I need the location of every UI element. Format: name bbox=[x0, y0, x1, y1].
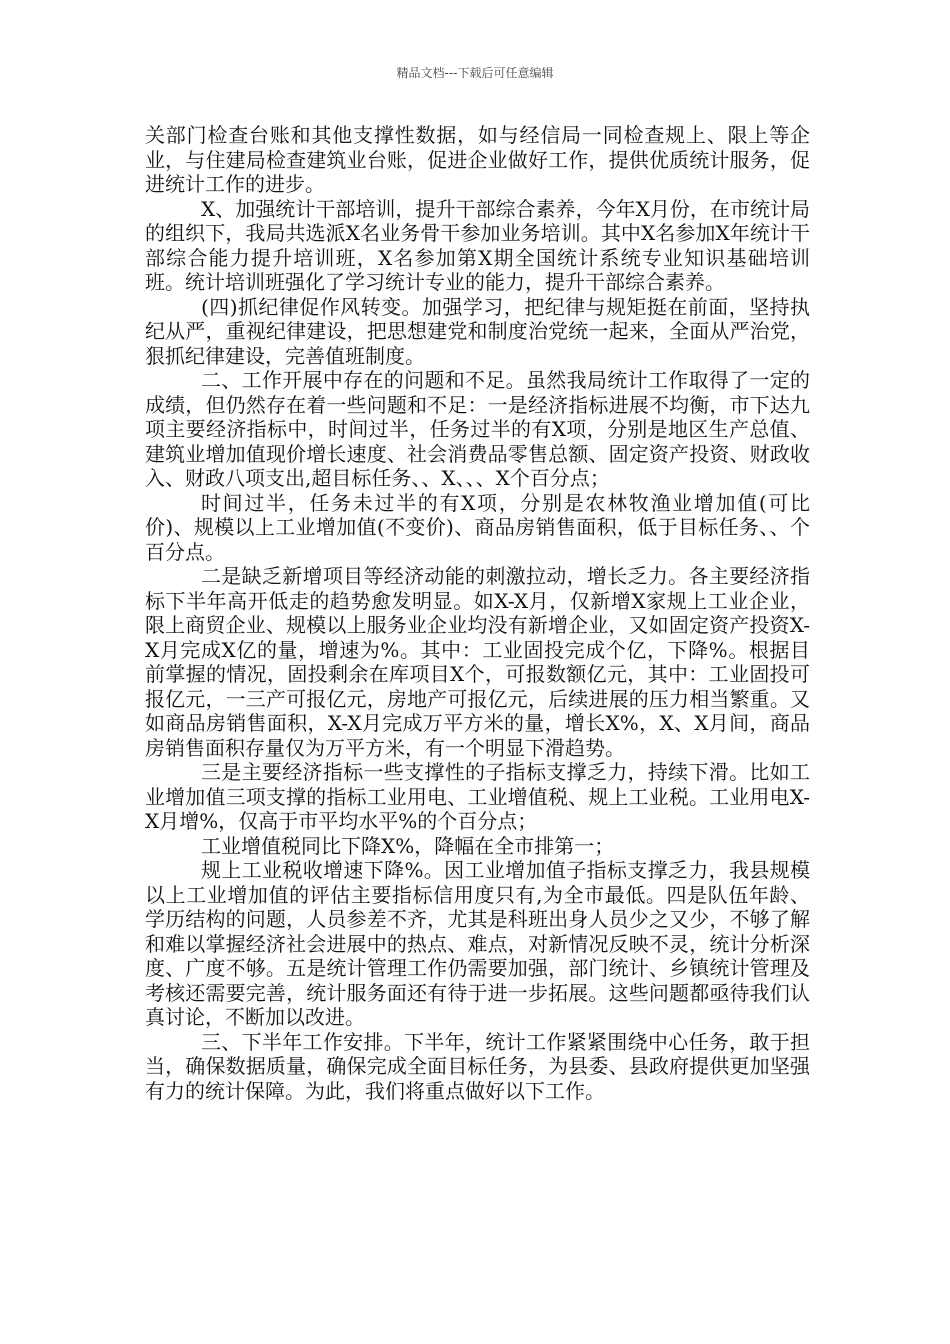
paragraph-cadre-training: X、加强统计干部培训，提升干部综合素养，今年X月份，在市统计局的组织下，我局共选派X名业务骨干参加业务培训。其中X名参加X年统计干部综合能力提升培训班，X名参加第X期全国统计系统专业知识基础培训班。统计培训班强化了学习统计专业的能力，提升干部综合素养。 bbox=[145, 196, 810, 294]
paragraph-tasks-behind: 时间过半，任务未过半的有X项，分别是农林牧渔业增加值(可比价)、规模以上工业增加值(不变价)、商品房销售面积，低于目标任务、、个百分点。 bbox=[145, 490, 810, 564]
paragraph-tax-and-staff: 规上工业税收增速下降%。因工业增加值子指标支撑乏力，我县规模以上工业增加值的评估主要指标信用度只有,为全市最低。四是队伍年龄、学历结构的问题，人员参差不齐，尤其是科班出身人员少之又少，不够了解和难以掌握经济社会进展中的热点、难点，对新情况反映不灵，统计分析深度、广度不够。五是统计管理工作仍需要加强，部门统计、乡镇统计管理及考核还需要完善，统计服务面还有待于进一步拓展。这些问题都亟待我们认真讨论，不断加以改进。 bbox=[145, 858, 810, 1029]
paragraph-new-projects: 二是缺乏新增项目等经济动能的刺激拉动，增长乏力。各主要经济指标下半年高开低走的趋势愈发明显。如X-X月，仅新增X家规上工业企业，限上商贸企业、规模以上服务业企业均没有新增企业，又如固定资产投资X-X月完成X亿的量，增速为%。其中：工业固投完成个亿，下降%。根据目前掌握的情况，固投剩余在库项目X个，可报数额亿元，其中：工业固投可报亿元，一三产可报亿元，房地产可报亿元，后续进展的压力相当繁重。又如商品房销售面积，X-X月完成万平方米的量，增长X%，X、X月间，商品房销售面积存量仅为万平方米，有一个明显下滑趋势。 bbox=[145, 564, 810, 760]
page-header: 精品文档---下载后可任意编辑 bbox=[396, 66, 554, 80]
paragraph-second-half-plan: 三、下半年工作安排。下半年，统计工作紧紧围绕中心任务，敢于担当，确保数据质量，确保完成全面目标任务，为县委、县政府提供更加坚强有力的统计保障。为此，我们将重点做好以下工作。 bbox=[145, 1029, 810, 1103]
paragraph-problems: 二、工作开展中存在的问题和不足。虽然我局统计工作取得了一定的成绩，但仍然存在着一些问题和不足：一是经济指标进展不均衡，市下达九项主要经济指标中，时间过半，任务过半的有X项，分别是地区生产总值、建筑业增加值现价增长速度、社会消费品零售总额、固定资产投资、财政收入、财政八项支出,超目标任务、、X、、、X个百分点； bbox=[145, 368, 810, 490]
paragraph-discipline: (四)抓纪律促作风转变。加强学习，把纪律与规矩挺在前面，坚持执纪从严，重视纪律建设，把思想建党和制度治党统一起来，全面从严治党，狠抓纪律建设，完善值班制度。 bbox=[145, 294, 810, 368]
document-body bbox=[145, 123, 810, 1103]
paragraph-vat: 工业增值税同比下降X%，降幅在全市排第一； bbox=[201, 833, 615, 858]
paragraph-continued: 关部门检查台账和其他支撑性数据，如与经信局一同检查规上、限上等企业，与住建局检查建筑业台账，促进企业做好工作，提供优质统计服务，促进统计工作的进步。 bbox=[145, 123, 810, 196]
paragraph-sub-indicators: 三是主要经济指标一些支撑性的子指标支撑乏力，持续下滑。比如工业增加值三项支撑的指标工业用电、工业增值税、规上工业税。工业用电X-X月增%，仅高于市平均水平%的个百分点； bbox=[145, 760, 810, 833]
